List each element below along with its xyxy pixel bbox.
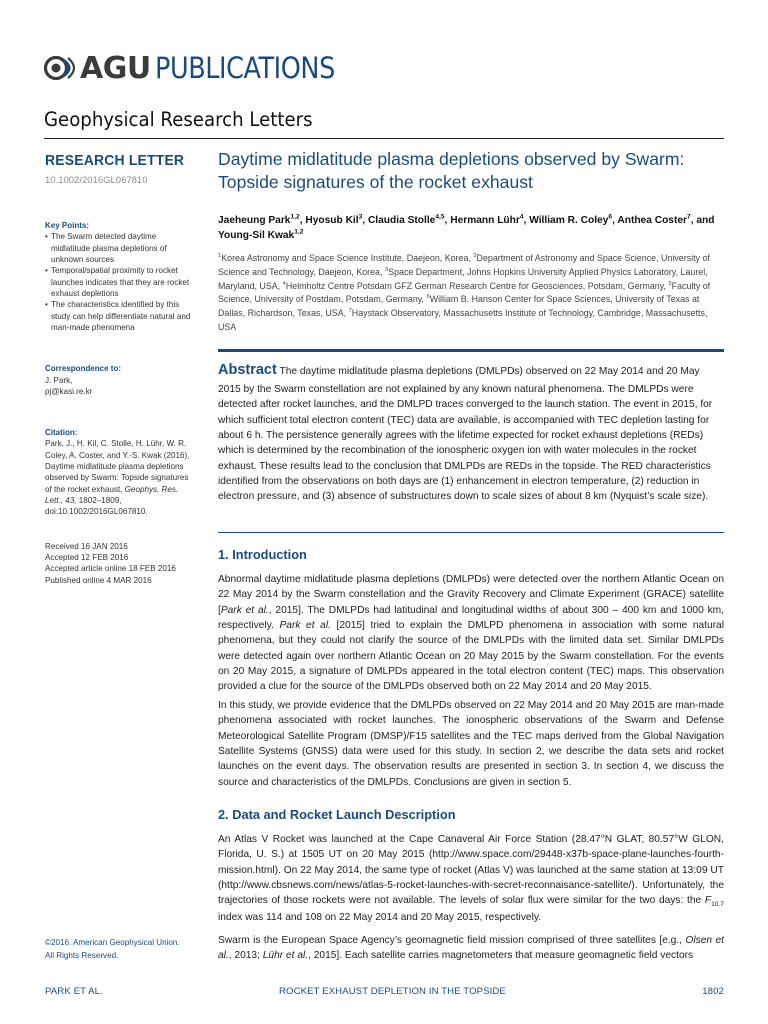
citation-text: Park, J., H. Kil, C. Stolle, H. Lühr, W. R. Coley, A. Coster, and Y.-S. Kwak (2016), Daytime midlatitude plasma depletions observed by Swarm: Topside signatures of the rocket exhaust, [45, 439, 190, 494]
section-heading-data: 2. Data and Rocket Launch Description [218, 807, 456, 822]
author: Hyosub Kil$^3$, [305, 213, 368, 226]
copyright-line-1: ©2016. American Geophysical Union. [45, 938, 180, 947]
page-number: 1802 [702, 986, 724, 997]
author-list [218, 213, 724, 244]
agu-logo [44, 48, 359, 88]
key-point: • The Swarm detected daytime midlatitude plasma depletions of unknown sources [45, 231, 195, 265]
history-accepted: Accepted 12 FEB 2016 [45, 553, 129, 563]
abstract-label: Abstract [218, 362, 277, 378]
author: William R. Coley$^6$, [529, 213, 618, 226]
affiliations [218, 252, 724, 335]
doi[interactable]: 10.1002/2016GL067810 [45, 175, 148, 186]
key-points [45, 220, 195, 333]
affiliation: $^2$Department of Astronomy and Space Science, University of Science and Technology, Daejeon, Korea, [218, 253, 710, 277]
data-paragraph-1: An Atlas V Rocket was launched at the Cape Canaveral Air Force Station (28.47°N GLAT, 80.57°W GLON, Florida, U. S.) at 1505 UT on 20 May 2015 (http://www.space.com/29448-x37b-space-plane-launches-fourth-mission.html). On 22 May 2014, the same type of rocket (Atlas V) was launched at the same station at 13:09 UT (http://www.cbsnews.com/news/atlas-5-rocket-launches-with-secret-reconnaisance-satellite/). Unfortunately, the trajectories of those rockets were not available. The levels of solar flux were similar for the two days: the $F_{10.7}$ index was 114 and 108 on 22 May 2014 and 20 May 2015, respectively. [218, 834, 724, 924]
article-history [45, 541, 195, 586]
article-title: Daytime midlatitude plasma depletions observed by Swarm: Topside signatures of the rocket exhaust [218, 149, 685, 193]
journal-title: Geophysical Research Letters [44, 108, 313, 131]
copyright [45, 937, 180, 962]
history-received: Received 16 JAN 2016 [45, 541, 128, 551]
affiliation: $^1$Korea Astronomy and Space Science Institute, Daejeon, Korea, [218, 253, 474, 263]
author: Hermann Lühr$^4$, [450, 213, 530, 226]
section-heading-introduction: 1. Introduction [218, 547, 307, 562]
section-divider [218, 532, 724, 533]
citation-pages: 1802–1809, doi:10.1002/2016GL067810. [45, 496, 148, 517]
footer-author: PARK ET AL. [45, 986, 103, 997]
key-points-heading: Key Points: [45, 221, 90, 231]
author: Claudia Stolle$^{4,5}$, [367, 213, 451, 226]
author: Anthea Coster$^7$, [617, 213, 697, 226]
logo-agu-text: AGU [80, 50, 151, 86]
author: Jaeheung Park$^{1,2}$, [218, 213, 306, 226]
affiliation: $^4$Helmholtz Centre Potsdam GFZ German Research Centre for Geosciences, Potsdam, Germany, [282, 280, 669, 291]
affiliation: $^3$Space Department, Johns Hopkins University Applied Physics Laboratory, Laurel, Maryland, USA, [218, 266, 708, 291]
key-point: • Temporal/spatial proximity to rocket launches indicates that they are rocket exhaust depletions [45, 265, 195, 299]
key-points-list [45, 231, 195, 333]
correspondence-heading: Correspondence to: [45, 364, 122, 374]
logo-publications-text: PUBLICATIONS [154, 51, 335, 85]
history-online: Accepted article online 18 FEB 2016 [45, 564, 176, 574]
history-published: Published online 4 MAR 2016 [45, 575, 152, 585]
citation-journal: Geophys. Res. Lett., 43, [45, 484, 179, 506]
citation [45, 427, 195, 517]
correspondence-name: J. Park, [45, 375, 73, 385]
abstract-divider [218, 349, 724, 352]
citation-body [45, 438, 195, 517]
intro-paragraph-2: In this study, we provide evidence that the DMLPDs observed on 22 May 2014 and 20 May 2015 are man-made phenomena associated with rocket launches. The ionospheric observations of the Swarm and Defense Meteorological Satellite Program (DMSP)/F15 satellites and the TEC maps derived from the Global Navigation Satellite Systems (GNSS) data were used for this study. In section 2, we describe the data sets and rocket launches on the event days. The observation results are presented in section 3. In section 4, we discuss the source and characteristics of the DMLPDs. Conclusions are given in section 5. [218, 700, 724, 788]
correspondence-email[interactable]: pj@kasi.re.kr [45, 386, 93, 396]
citation-heading: Citation: [45, 428, 78, 438]
copyright-line-2: All Rights Reserved. [45, 950, 119, 960]
header-divider [44, 138, 724, 139]
intro-paragraph-1: Abnormal daytime midlatitude plasma depletions (DMLPDs) were detected over the northern Atlantic Ocean on 22 May 2014 by the Swarm constellation and the Gravity Recovery and Climate Experiment (GRACE) satellite [Park et al., 2015]. The DMLPDs had latitudinal and longitudinal widths of about 300 – 400 km and 1000 km, respectively. Park et al. [2015] tried to explain the DMLPD phenomena in association with some natural phenomena, but they could not clarify the source of the DMLPDs with the limited data set. Similar DMLPDs were detected again over northern Atlantic Ocean on 20 May 2015 by the Swarm constellation. For the events on 20 May 2015, a signature of DMLPDs appeared in the total electron content (TEC) maps. This observation provided a clue for the source of the DMLPDs observed both on 22 May 2014 and 20 May 2015. [218, 574, 724, 693]
agu-globe-logo-icon [44, 52, 78, 84]
affiliation: $^7$Haystack Observatory, Massachusetts Institute of Technology, Cambridge, Massachusetts, USA [218, 308, 708, 332]
affiliation: $^5$Faculty of Science, University of Postdam, Potsdam, Germany, [218, 280, 711, 305]
abstract-text: The daytime midlatitude plasma depletions (DMLPDs) observed on 22 May 2014 and 20 May 2015 by the Swarm constellation are not explained by any known natural phenomena. The DMLPDs were detected after rocket launches, and the DMLPD traces converged to the launch station. The event in 2015, for which sufficient total electron content (TEC) data are available, is accompanied with TEC depletion lasting for about 6 h. The persistence generally agrees with the lifetime expected for rocket exhaust depletions (REDs) which is determined by the recombination of the ionospheric oxygen ion with water molecules in the rocket exhaust. These results lead to the conclusion that DMLPDs are REDs in the topside. The RED characteristics identified from the observations on both days are (1) enhancement in electron temperature, (2) reduction in electron pressure, and (3) absence of substructures down to scale sizes of about 8 km (Nyquist’s scale size). [218, 366, 713, 503]
article-type: RESEARCH LETTER [45, 152, 185, 169]
correspondence [45, 363, 195, 397]
affiliation: $^6$William B. Hanson Center for Space Sciences, University of Texas at Dallas, Richardson, Texas, USA, [218, 294, 700, 319]
sidebar [45, 150, 195, 586]
abstract [218, 360, 724, 505]
footer-running-title: ROCKET EXHAUST DEPLETION IN THE TOPSIDE [279, 986, 506, 997]
author: and Young-Sil Kwak$^{1,2}$ [218, 215, 715, 242]
key-point: • The characteristics identified by this study can help differentiate natural and man-made phenomena [45, 299, 195, 333]
data-paragraph-2: Swarm is the European Space Agency’s geomagnetic field mission comprised of three satellites [e.g., Olsen et al., 2013; Lühr et al., 2015]. Each satellite carries magnetometers that measure geomagnetic field vectors [218, 935, 724, 962]
